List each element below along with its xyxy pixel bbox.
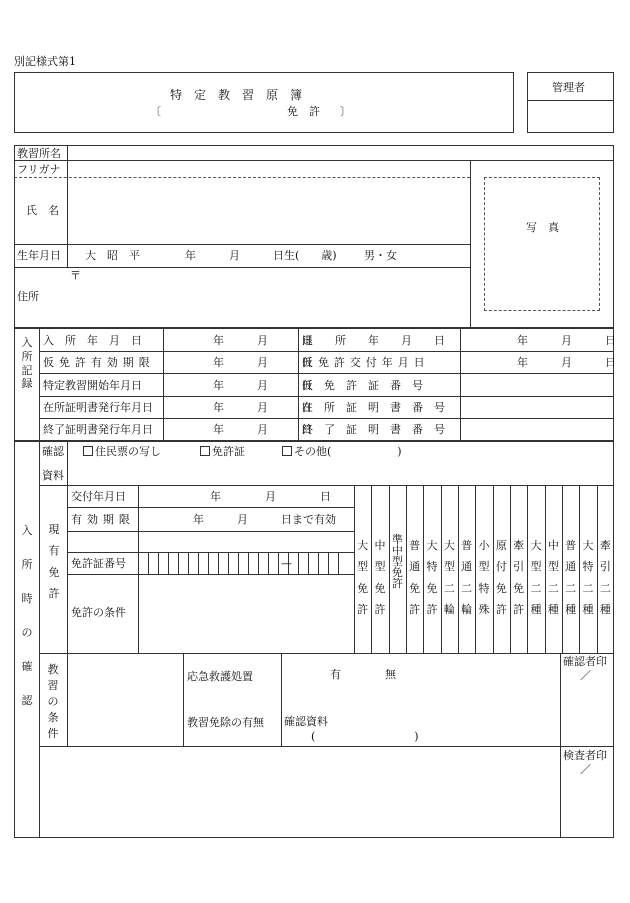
option-other[interactable]: その他( ) <box>282 446 402 457</box>
option-license[interactable]: 免許証 <box>200 446 245 457</box>
name-field[interactable] <box>68 178 468 243</box>
completion-cert-number-field[interactable] <box>461 419 613 440</box>
digit-divider <box>258 552 259 574</box>
completion-cert-date-label: 終了証明書発行年月日 <box>43 423 153 436</box>
license-type-4[interactable]: 大特免許 <box>426 539 438 617</box>
bracket-close: 〕 <box>340 105 351 118</box>
gender-select[interactable]: 男・女 <box>364 249 397 262</box>
form-title: 特 定 教 習 原 簿 <box>170 88 303 102</box>
admission-date-label: 入 所 年 月 日 <box>43 334 142 347</box>
validity-label: 有効期限 <box>71 513 135 526</box>
license-type-5[interactable]: 大型二輪 <box>443 539 455 617</box>
checkbox-icon[interactable] <box>282 446 292 456</box>
digit-divider <box>318 552 319 574</box>
form-number: 別記様式第1 <box>14 55 76 68</box>
school-name-label: 教習所名 <box>17 147 61 160</box>
inspector-seal-label: 検査者印 <box>563 749 607 762</box>
training-start-label: 特定教習開始年月日 <box>43 379 142 392</box>
conditions-field[interactable] <box>139 575 353 652</box>
conditions-label: 免許の条件 <box>71 606 126 619</box>
training-conditions-label: 教習の条件 <box>47 663 59 740</box>
confirmer-seal-slash[interactable]: ／ <box>580 669 591 682</box>
digit-divider <box>208 552 209 574</box>
discharge-date-value[interactable]: 年 月 日 <box>517 334 616 347</box>
digit-divider <box>158 552 159 574</box>
license-type-12[interactable]: 普通二種 <box>565 539 577 617</box>
license-number-dash: — <box>281 557 292 570</box>
confirm-docs-label-line1: 確認 <box>42 445 64 458</box>
manager-label: 管理者 <box>552 81 585 94</box>
training-conditions-field[interactable] <box>68 654 182 745</box>
license-type-columns <box>354 485 614 653</box>
license-number-label: 免許証番号 <box>71 557 126 570</box>
digit-divider <box>328 552 329 574</box>
enrollment-cert-date-label: 在所証明書発行年月日 <box>43 401 153 414</box>
license-type-2[interactable]: 準中型免許 <box>391 533 403 590</box>
name-label: 氏 名 <box>26 204 59 217</box>
completion-cert-number-label: 終 了 証 明 書 番 号 <box>302 423 445 436</box>
training-start-value[interactable]: 年 月 日 <box>213 379 312 392</box>
birth-date-label: 生年月日 <box>17 249 61 262</box>
digit-divider <box>308 552 309 574</box>
license-type-label: 免 許 <box>287 105 320 118</box>
confirmer-seal-label: 確認者印 <box>563 655 607 668</box>
confirm-docs-label-line2: 資料 <box>42 469 64 482</box>
license-type-10[interactable]: 大型二種 <box>530 539 542 617</box>
provisional-expiry-value[interactable]: 年 月 日 <box>213 356 312 369</box>
license-type-9[interactable]: 牽引免許 <box>513 539 525 617</box>
provisional-issue-label: 仮免許交付年月日 <box>302 356 430 369</box>
inspector-seal-slash[interactable]: ／ <box>580 763 591 776</box>
validity-value[interactable]: 年 月 日まで有効 <box>193 513 336 526</box>
enrollment-cert-date-value[interactable]: 年 月 日 <box>213 401 312 414</box>
license-type-11[interactable]: 中型二種 <box>547 539 559 617</box>
license-type-14[interactable]: 牽引二種 <box>599 539 611 617</box>
license-type-7[interactable]: 小型特殊 <box>478 539 490 617</box>
digit-divider <box>178 552 179 574</box>
enrollment-cert-number-label: 在 所 証 明 書 番 号 <box>302 401 445 414</box>
photo-area <box>484 177 600 311</box>
address-field[interactable] <box>68 268 468 326</box>
enrollment-cert-number-field[interactable] <box>461 397 613 417</box>
digit-divider <box>238 552 239 574</box>
furigana-label: フリガナ <box>17 163 61 176</box>
digit-divider <box>188 552 189 574</box>
digit-divider <box>218 552 219 574</box>
exemption-label: 教習免除の有無 <box>187 716 264 729</box>
provisional-issue-value[interactable]: 年 月 日 <box>517 356 616 369</box>
postal-mark: 〒 <box>70 269 81 282</box>
discharge-date-label: 退 所 年 月 日 <box>302 334 445 347</box>
emergency-care-label: 応急救護処置 <box>187 670 253 683</box>
issue-date-label: 交付年月日 <box>71 490 126 503</box>
digit-divider <box>198 552 199 574</box>
issue-date-value[interactable]: 年 月 日 <box>210 490 331 503</box>
digit-divider <box>148 552 149 574</box>
checkbox-icon[interactable] <box>83 446 93 456</box>
digit-divider <box>298 552 299 574</box>
current-license-label: 現有免許 <box>48 523 60 601</box>
exemption-docs-label: 確認資料 <box>284 715 328 728</box>
admission-date-value[interactable]: 年 月 日 <box>213 334 312 347</box>
admission-check-section-label: 入所時の確認 <box>21 524 33 708</box>
license-type-13[interactable]: 大特二種 <box>582 539 594 617</box>
provisional-number-field[interactable] <box>461 374 613 395</box>
birth-date-format: 年 月 日生( 歳) <box>185 249 337 262</box>
checkbox-icon[interactable] <box>200 446 210 456</box>
completion-cert-date-value[interactable]: 年 月 日 <box>213 423 312 436</box>
license-type-3[interactable]: 普通免許 <box>409 539 421 617</box>
school-name-field[interactable] <box>68 146 613 159</box>
photo-label: 写 真 <box>526 221 559 234</box>
license-type-1[interactable]: 中型免許 <box>374 539 386 617</box>
digit-divider <box>248 552 249 574</box>
birth-eras[interactable]: 大 昭 平 <box>85 249 140 262</box>
digit-divider <box>228 552 229 574</box>
license-type-8[interactable]: 原付免許 <box>495 539 507 617</box>
address-label: 住所 <box>17 290 39 303</box>
bracket-open: 〔 <box>150 105 161 118</box>
admission-record-section-label: 入所記録 <box>21 336 33 391</box>
digit-divider <box>278 552 279 574</box>
license-number-boxes[interactable] <box>138 552 354 574</box>
provisional-expiry-label: 仮免許有効期限 <box>43 356 155 369</box>
license-type-6[interactable]: 普通二輪 <box>461 539 473 617</box>
digit-divider <box>168 552 169 574</box>
digit-divider <box>268 552 269 574</box>
furigana-field[interactable] <box>68 161 468 176</box>
license-type-0[interactable]: 大型免許 <box>357 539 369 617</box>
option-residence-certificate[interactable]: 住民票の写し <box>83 446 161 457</box>
title-box <box>14 72 514 133</box>
provisional-number-label: 仮 免 許 証 番 号 <box>302 379 423 392</box>
digit-divider <box>338 552 339 574</box>
remarks-area[interactable] <box>40 747 559 837</box>
exemption-docs-value[interactable]: ( ) <box>311 730 419 743</box>
emergency-care-values[interactable]: 有 無 <box>330 668 396 681</box>
